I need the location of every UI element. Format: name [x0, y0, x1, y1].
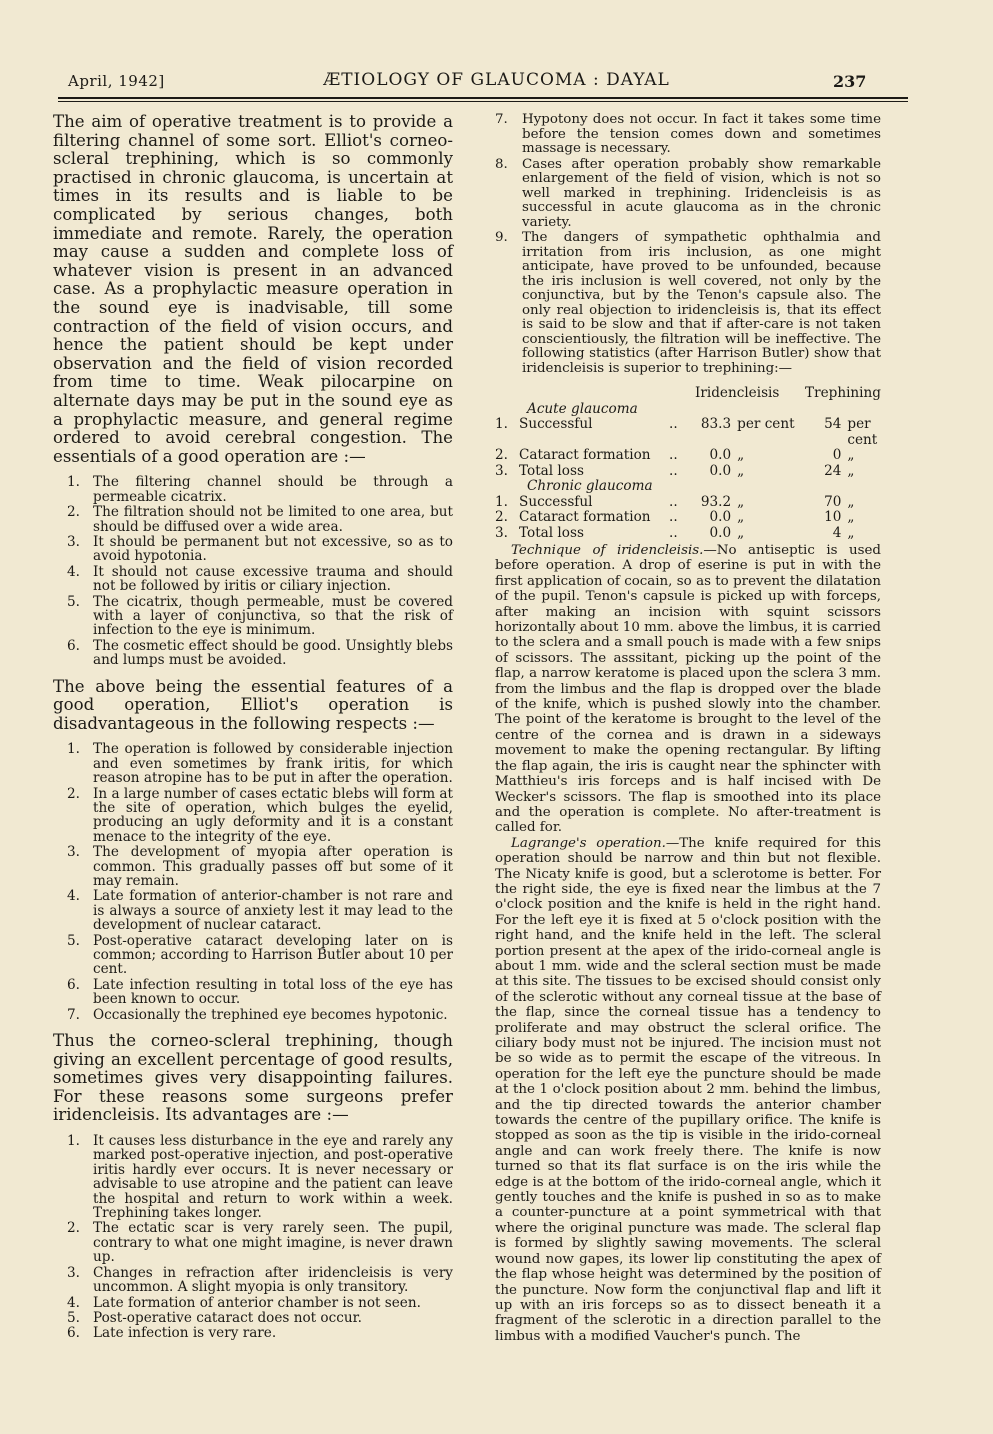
item-number: 6. — [67, 637, 80, 654]
stats-row-label: Total loss — [519, 462, 584, 479]
stats-row-number: 2. — [495, 509, 508, 525]
item-text: The operation is followed by considerable injection and even sometimes by frank iritis, for which reason atropine has to be put in after the operation. — [93, 741, 453, 787]
item-number: 1. — [67, 1133, 80, 1150]
trephining-value: 0 — [832, 447, 842, 463]
iridencleisis-value: 0.0 — [709, 509, 732, 525]
item-text: It should be permanent but not excessive, so as to avoid hypotonia. — [93, 533, 453, 565]
col-header-trephining: Trephining — [805, 385, 881, 401]
stats-dots: .. — [669, 462, 678, 479]
lagrange-text: —The knife required for this operation should be narrow and thin but not flexible. The Nicaty knife is good, but a sclerotome is better. For the right side, the eye is fixed near the limbus at the 7 o'clock position and the knife is held in the right hand. For the left eye it is fixed at 5 o'clock position with the right hand, and the knife held in the left. The scleral portion present at the apex of the irido-corneal angle is about 1 mm. wide and the scleral section must be made at this site. The tissues to be excised should consist only of the sclerotic without any corneal tissue at the base of the flap, since the corneal tissue has a tendency to proliferate and may obstruct the scleral orifice. The ciliary body must not be injured. The incision must not be so wide as to permit the escape of the vitreous. In operation for the left eye the puncture should be made at the 1 o'clock position about 2 mm. behind the limbus, and the tip directed towards the anterior chamber towards the centre of the pupillary orifice. The knife is stopped as soon as the tip is visible in the irido-corneal angle and can work freely there. The knife is now turned so that its flat surface is on the iris while the edge is at the bottom of the irido-corneal angle, which it gently touches and the knife is pushed in so as to make a counter-puncture at a point symmetrical with that where the original puncture was made. The scleral flap is formed by slightly sawing movements. The scleral wound now gapes, its lower lip constituting the apex of the flap whose height was determined by the position of the puncture. Now form the conjunctival flap and lift it up with an iris forceps so as to dissect beneath it a fragment of the sclerotic in a direction parallel to the limbus with a modified Vaucher's punch. The — [495, 835, 881, 1344]
trephining-value: 24 — [824, 462, 842, 479]
list-item — [495, 113, 881, 157]
item-text: It causes less disturbance in the eye and rarely any marked post-operative injection, and post-operative iritis hardly ever occurs. It is never necessary or advisable to use atropine and the patient can leave the hospital and return to work within a week. Trephining takes longer. — [93, 1133, 453, 1222]
stats-row — [495, 526, 881, 542]
essentials-list — [53, 475, 453, 667]
item-text: Cases after operation probably show remarkable enlargement of the field of vision, which is not so well marked in trephining. Iridencleisis is as successful in acute glaucoma as in the chronic variety. — [522, 156, 881, 230]
stats-row — [495, 495, 881, 511]
item-text: Late formation of anterior-chamber is not rare and is always a source of anxiety lest it may lead to the development of nuclear cataract. — [93, 888, 453, 934]
item-number: 6. — [67, 976, 80, 993]
list-item — [495, 158, 881, 231]
item-number: 2. — [67, 1220, 80, 1237]
list-item — [53, 934, 453, 977]
item-text: The development of myopia after operation is common. This gradually passes off but some of it may remain. — [93, 844, 453, 889]
trephining-unit: „ — [847, 447, 855, 463]
item-text: Late infection resulting in total loss of the eye has been known to occur. — [93, 976, 453, 1008]
item-text: The dangers of sympathetic ophthalmia and irritation from iris inclusion, as one might anticipate, have proved to be unfounded, because the iris inclusion is well covered, not only by the conjunctiva, but by the Tenon's capsule also. The only real objection to iridencleisis is, that its effect is said to be slow and that if after-care is not taken conscientiously, the filtration will be ineffective. The following statistics (after Harrison Butler) show that iridencleisis is superior to trephining:— — [522, 230, 881, 376]
trephining-unit: „ — [847, 524, 855, 541]
list-item — [53, 1326, 453, 1340]
list-item — [53, 787, 453, 845]
statistics-table — [495, 386, 881, 541]
list-item — [53, 505, 453, 534]
trephining-value: 4 — [832, 524, 842, 541]
iridencleisis-value: 0.0 — [709, 524, 732, 541]
stats-dots: .. — [669, 493, 678, 510]
item-text: Hypotony does not occur. In fact it takes some time before the tension comes down and sometimes massage is necessary. — [522, 112, 881, 156]
stats-row — [495, 448, 881, 464]
item-number: 7. — [67, 1006, 80, 1023]
conclusion-paragraph: Thus the corneo-scleral trephining, though giving an excellent percentage of good results, sometimes gives very disappointing failures. For these reasons some surgeons prefer iridencleisis. Its advantages are :— — [53, 1031, 453, 1125]
item-text: In a large number of cases ectatic blebs will form at the site of operation, which bulges the eyelid, producing an ugly deformity and it is a constant menace to the integrity of the eye. — [93, 785, 453, 845]
item-number: 1. — [67, 474, 80, 491]
page-number: 237 — [833, 72, 867, 91]
technique-text: —No antiseptic is used before operation. A drop of eserine is put in with the first application of cocain, so as to prevent the dilatation of the pupil. Tenon's capsule is picked up with forceps, after making an incision with squint scissors horizontally about 10 mm. above the limbus, it is carried to the sclera and a small pouch is made with a few snips of scissors. The asssitant, picking up the point of the flap, a narrow keratome is placed upon the sclera 3 mm. from the limbus and the flap is dropped over the blade of the knife, which is pushed slowly into the chamber. The point of the keratome is brought to the level of the centre of the cornea and is drawn in a sideways movement to make the opening rectangular. By lifting the flap again, the iris is caught near the sphincter with Matthieu's iris forceps and is half incised with De Wecker's scissors. The flap is smoothed into its place and the operation is complete. No after-treatment is called for. — [495, 543, 881, 836]
iridencleisis-unit: per cent — [737, 416, 795, 432]
stats-group-row — [495, 479, 881, 495]
header-rule-thin — [58, 101, 908, 102]
list-item — [53, 889, 453, 932]
lagrange-heading: Lagrange's operation. — [511, 835, 666, 851]
stats-row — [495, 417, 881, 448]
item-number: 4. — [67, 1294, 80, 1311]
iridencleisis-unit: „ — [737, 509, 745, 525]
header-rule — [58, 97, 908, 99]
list-item — [53, 475, 453, 504]
item-number: 4. — [67, 888, 80, 905]
item-number: 6. — [67, 1325, 80, 1342]
item-text: Late formation of anterior chamber is not seen. — [93, 1294, 421, 1311]
item-text: The ectatic scar is very rarely seen. The pupil, contrary to what one might imagine, is never drawn up. — [93, 1220, 453, 1266]
iridencleisis-unit: „ — [737, 447, 745, 463]
item-text: It should not cause excessive trauma and should not be followed by iritis or ciliary injection. — [93, 563, 453, 595]
item-number: 7. — [495, 112, 508, 127]
item-text: Changes in refraction after iridencleisis is very uncommon. A slight myopia is only transitory. — [93, 1264, 453, 1296]
stats-header-row — [495, 386, 881, 402]
trephining-value: 10 — [824, 509, 842, 525]
item-text: Post-operative cataract does not occur. — [93, 1309, 362, 1326]
list-item — [53, 1134, 453, 1220]
item-number: 8. — [495, 156, 508, 172]
list-item — [53, 1311, 453, 1325]
stats-row — [495, 464, 881, 480]
iridencleisis-value: 93.2 — [700, 493, 732, 510]
item-number: 3. — [67, 844, 80, 861]
transition-paragraph: The above being the essential features of a good operation, Elliot's operation is disadvantageous in the following respects :— — [53, 676, 453, 733]
list-item — [53, 845, 453, 888]
stats-row-label: Successful — [519, 416, 593, 432]
item-number: 4. — [67, 563, 80, 580]
list-item — [495, 231, 881, 376]
trephining-unit: „ — [847, 509, 855, 525]
list-item — [53, 1266, 453, 1295]
list-item — [53, 565, 453, 594]
advantages-list — [53, 1134, 453, 1341]
left-column — [53, 113, 453, 1351]
technique-paragraph — [495, 543, 881, 836]
article-title: ÆTIOLOGY OF GLAUCOMA : DAYAL — [323, 70, 670, 90]
item-number: 3. — [67, 533, 80, 550]
list-item — [53, 1296, 453, 1310]
item-text: The cicatrix, though permeable, must be covered with a layer of conjunctiva, so that the risk of infection to the eye is minimum. — [93, 593, 453, 639]
stats-row — [495, 510, 881, 526]
stats-group-name: Chronic glaucoma — [527, 478, 653, 494]
item-number: 5. — [67, 593, 80, 610]
item-number: 2. — [67, 504, 80, 521]
stats-group-name: Acute glaucoma — [527, 400, 638, 417]
stats-dots: .. — [669, 524, 678, 541]
stats-row-number: 1. — [495, 493, 508, 510]
trephining-value: 70 — [824, 493, 842, 510]
iridencleisis-value: 83.3 — [700, 416, 732, 432]
stats-row-number: 2. — [495, 447, 508, 463]
item-number: 5. — [67, 932, 80, 949]
iridencleisis-unit: „ — [737, 493, 745, 510]
stats-dots: .. — [669, 509, 678, 525]
stats-dots: .. — [669, 416, 678, 432]
list-item — [53, 1008, 453, 1022]
stats-row-label: Total loss — [519, 524, 584, 541]
item-text: Late infection is very rare. — [93, 1325, 277, 1342]
stats-row-number: 3. — [495, 462, 508, 479]
item-text: The filtration should not be limited to one area, but should be diffused over a wide area. — [93, 504, 453, 535]
list-item — [53, 595, 453, 638]
iridencleisis-value: 0.0 — [709, 462, 732, 479]
item-number: 5. — [67, 1309, 80, 1326]
stats-row-label: Successful — [519, 493, 593, 510]
item-number: 3. — [67, 1264, 80, 1281]
item-number: 9. — [495, 230, 508, 245]
trephining-unit: „ — [847, 493, 855, 510]
item-text: Occasionally the trephined eye becomes hypotonic. — [93, 1006, 448, 1023]
list-item — [53, 978, 453, 1007]
list-item — [53, 1221, 453, 1264]
list-item — [53, 535, 453, 564]
trephining-value: 54 — [824, 416, 842, 432]
stats-row-label: Cataract formation — [519, 509, 651, 525]
advantages-list-continued — [495, 113, 881, 376]
item-text: The filtering channel should be through a permeable cicatrix. — [93, 474, 453, 505]
intro-paragraph: The aim of operative treatment is to provide a filtering channel of some sort. Elliot's corneo-scleral trephining, which is so commonly practised in chronic glaucoma, is uncertain at times in its results and is liable to be complicated by serious changes, both immediate and remote. Rarely, the operation may cause a sudden and complete loss of whatever vision is present in an advanced case. As a prophylactic measure operation in the sound eye is inadvisable, till some contraction of the field of vision occurs, and hence the patient should be kept under observation and the field of vision recorded from time to time. Weak pilocarpine on alternate days may be put in the sound eye as a prophylactic measure, and general regime ordered to avoid cerebral congestion. The essentials of a good operation are :— — [53, 112, 453, 466]
list-item — [53, 639, 453, 668]
stats-row-number: 3. — [495, 524, 508, 541]
running-head: April, 1942] — [68, 72, 165, 90]
stats-row-label: Cataract formation — [519, 447, 651, 463]
page-header — [0, 0, 993, 100]
iridencleisis-unit: „ — [737, 462, 745, 479]
iridencleisis-unit: „ — [737, 524, 745, 541]
iridencleisis-value: 0.0 — [709, 447, 732, 463]
technique-heading: Technique of iridencleisis. — [511, 543, 704, 558]
trephining-unit: per cent — [847, 416, 878, 448]
item-number: 1. — [67, 741, 80, 758]
item-text: The cosmetic effect should be good. Unsightly blebs and lumps must be avoided. — [93, 637, 453, 669]
disadvantages-list — [53, 742, 453, 1022]
stats-dots: .. — [669, 447, 678, 463]
item-text: Post-operative cataract developing later on is common; according to Harrison Butler about 10 per cent. — [93, 932, 453, 978]
col-header-iridencleisis: Iridencleisis — [695, 385, 780, 401]
stats-group-row — [495, 402, 881, 418]
stats-row-number: 1. — [495, 416, 508, 432]
lagrange-paragraph — [495, 836, 881, 1344]
list-item — [53, 742, 453, 785]
right-column — [495, 113, 881, 1344]
trephining-unit: „ — [847, 462, 855, 479]
item-number: 2. — [67, 785, 80, 802]
